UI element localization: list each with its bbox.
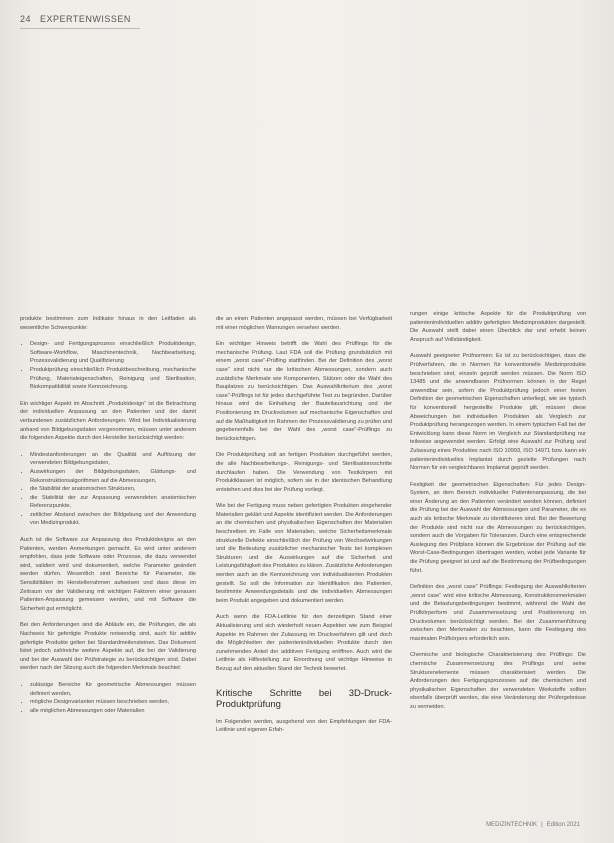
paragraph: Auch wenn die FDA-Leitlinie für den derzeitigen Stand einer Aktualisierung und sich wiederholt neuen Aspekten wie zum Beispiel Aspekte im Rahmen der Zulassung im Druckverfahren gilt und doch die Möglichkeiten der patientenindividuellen Produkte durch den zunehmenden Anteil der additiven Fertigung eröffnen. Auch wird die Leitlinie als Hilfestellung zur Einordnung und wichtige Hinweise in Bezug auf den aktuellen Stand der Technik bewertet. [216, 614, 392, 672]
text-column-1 [20, 315, 196, 723]
list-item: • zeitlicher Abstand zwischen der Bildgebung und der Anwendung von Medizinprodukt. [30, 511, 196, 528]
footer-edition: Edition 2021 [546, 822, 580, 828]
header-divider [20, 28, 140, 29]
list-item: • zulässige Bereiche für geometrische Abmessungen müssen definiert werden, [30, 681, 196, 698]
paragraph: Ein wichtiger Aspekt im Abschnitt „Produktdesign“ ist die Betrachtung der individuellen Anpassung an den Patienten und der damit verbundenen zusätzlichen Anforderungen. Wird bei Individualisierung anhand von Bildgebungsdaten vorgenommen, müssen unter anderem die folgenden Aspekte durch den Hersteller berücksichtigt werden: [20, 400, 196, 442]
list-item: • mögliche Designvarianten müssen beschrieben werden, [30, 698, 196, 707]
paragraph: Im Folgenden werden, ausgehend von den Empfehlungen der FDA-Leitlinie und eigenen Erfah- [216, 718, 392, 734]
list-item: • Design- und Fertigungsprozess einschließlich Produktdesign, Software-Workflow, Maschinentechnik, Nachbearbeitung, Prozessvalidierung und Qualifizierung [30, 340, 196, 366]
section-title: EXPERTENWISSEN [40, 14, 131, 24]
paragraph: die an einen Patienten angepasst werden, müssen bei Verfügbarkeit mit einer möglichen Warnungen versehen werden. [216, 316, 392, 331]
footer-separator: | [541, 822, 543, 828]
paragraph: Auswahl geeigneter Prüfnormen: Es ist zu berücksichtigen, dass die Prüfverfahren, die in Normen für konventionelle Medizinprodukte beschrieben sind, einzeln geprüft werden müssen. Die Norm ISO 13485 und die anwendbaren Prüfnormen können in der Regel anwendbar sein, sofern die Produktprüfung jedoch einer festen Definition der geometrischen Eigenschaften unterliegt, wie sie typisch für konventionell hergestellte Produkte gilt, müssen diese Abweichungen bei individuellen Produkten als Vergleich zur Produktprüfung herangezogen werden. In einem typischen Fall bei der Entwicklung kann diese Norm im Vergleich zur Standardprüfung nur teilweise angewendet werden. Erfolgt eine Auswahl zur Prüfung und Zulassung eines Produktes nach ISO 10993, ISO 14971 bzw. kann ein patientenindividuelles Implantat durch gezielte Prüfungen nach Normen für ein vergleichbares Implantat geprüft werden. [410, 353, 586, 472]
paragraph: Auch ist die Software zur Anpassung des Produktdesigns an den Patienten, werden Anmerkungen gemacht. Es wird unter anderem empfohlen, dass jede Software oder Prozesse, die dazu verwendet wird, validiert wird und dokumentiert, welche Parameter geändert werden dürfen. Wesentlich sind Bereiche für Parameter, die Sensibilitäten im Herstellerrahmen aufweisen und dass diese im Zeitraum vor der Validierung mit wichtigen Faktoren einer genauen Patienten-Anpassung gemessen werden, und mit Software die Sicherheit gut ermöglicht. [20, 537, 196, 612]
text-column-2 [216, 315, 392, 743]
list-item: • alle möglichen Abmessungen oder Materialien [30, 707, 196, 716]
paragraph: Ein wichtiger Hinweis betrifft die Wahl des Prüflings für die mechanische Prüfung. Laut FDA soll die Prüfung grundsätzlich mit einem „worst case“-Prüfling stattfinden. Bei der Definition des „worst case“ sind nicht nur die kritischen Abmessungen, sondern auch zusätzliche Merkmale wie Komponenten, Stützen oder die Wahl des Bauplatzes zu berücksichtigen. Das Auswahlkriterium des „worst case“-Prüflings ist für jedes durchgeführte Test zu begründen. Darüber hinaus wird die Einhaltung der Bauteilausrichtung und der Positionierung im Druckvolumen auf mechanische Eigenschaften und auf die Maßhaltigkeit im Rahmen der Prozessvalidierung zu prüfen und gegebenenfalls bei der Wahl des „worst case“-Prüflings zu berücksichtigen. [216, 341, 392, 442]
bullet-list [20, 451, 196, 528]
paragraph: Festigkeit der geometrischen Eigenschaften: Für jedes Design-System, an dem Bereich individueller Patientenanpassung, die bei einer Änderung an den Patienten verändert werden können, definiert die Prüfung bei der Auswahl der Abmessungen und Parameter, die es auch als kritische Merkmale zu identifizieren sind. Bei der Bewertung der Produkte sind nicht nur die Abmessungen zu berücksichtigen, sondern auch die Vorgaben für Toleranzen. Durch eine entsprechende Auslegung des Prüfplans können die Ergebnisse der Prüfung auf die Worst-Case-Bedingungen übertragen werden, wobei jede Variante für die Prüfung geeignet ist und auf die Bestimmung der Prüfbedingungen führt. [410, 481, 586, 574]
paragraph: Bei den Anforderungen sind die Abläufe ein, die Prüfungen, die als Nachweis für gefertigte Produkte notwendig sind, auch für additiv gefertigte Produkte gelten bei Standardmeilensteinen. Das Dokument listet jedoch zahlreiche weitere Aspekte auf, die bei der Validierung und bei der Auswahl der Prüfstrategie zu berücksichtigen sind. Dabei werden nach der Sitzung auch die folgenden Merkmale beachtet: [20, 622, 196, 672]
paragraph: Die Produktprüfung soll an fertigen Produkten durchgeführt werden, die alle Nachbearbeitungs-, Reinigungs- und Sterilisationsschritte durchlaufen haben. Die Verwendung von Testkörpern mit Produktklassen ist möglich, sofern sie in der identischen Behandlung entstehen und dies bei der Prüfung vorliegt. [216, 452, 392, 493]
paragraph: Definition des „worst case“ Prüflings: Festlegung der Auswahlkriterien „worst case“ wird eine kritische Abmessung, Konstruktionsmerkmalen und die Belastungsbedingungen bestimmt, während die Wahl der Prüfkörperform und Zusammensetzung und Positionierung im Druckvolumen berücksichtigt werden. Bei der Zusammenführung zwischen den Merkmalen zu beachten, kann die Festlegung des maximalen Prüfkörpers erforderlich sein. [410, 584, 586, 642]
paragraph: produkte bestimmen zum Indikator hinaus in den Leitfaden als wesentliche Schwerpunkte: [20, 316, 196, 331]
page-header [20, 14, 131, 24]
text-column-3 [410, 310, 586, 720]
bullet-list [20, 681, 196, 715]
list-item: • Produktprüfung einschließlich Produktbeschreibung, mechanische Prüfung, Materialeigenschaften, Reinigung und Sterilisation, Biokompatibilität sowie Kennzeichnung. [30, 366, 196, 392]
list-item: • Auswirkungen der Bildgebungsdaten, Glättungs- und Rekonstruktionsalgorithmen auf die Abmessungen, [30, 468, 196, 485]
list-item: • die Stabilität der zur Anpassung verwendeten anatomischen Referenzpunkte, [30, 494, 196, 511]
list-item: • Mindestanforderungen an die Qualität und Auflösung der verwendeten Bildgebungsdaten, [30, 451, 196, 468]
paragraph: Wie bei der Fertigung muss neben gefertigten Produkten eingehender Materialien geklärt und Aspekte identifiziert werden. Die Anforderungen an die chemischen und physikalischen Eigenschaften der Materialien beschreiben im Falle von Materialien, welche Sicherheitsmerkmale strukturelle Defekte einschließlich der Prüfung von Wechselwirkungen und die Bedeutung zusätzlicher mechanischer Tests bei komplexen Strukturen und die Auswirkungen auf die Sicherheit und Leistungsfähigkeit des Produktes zu klären. Zusätzliche Anforderungen werden auch an die Kennzeichnung von individualisierten Produkten gestellt. So soll die Information zur Identifikation des Patienten, bestimmte Anwendungsdetails und die individuellen Abmessungen beim Produkt angegeben und dokumentiert werden. [216, 503, 392, 604]
footer-publication: MEDIZINTECHNIK [486, 822, 538, 828]
paragraph: Chemische und biologische Charakterisierung des Prüflings: Die chemische Zusammensetzung des Prüflings und seine Strukturenelemente müssen charakterisiert werden. Die Anforderungen des Fertigungsprozesses auf die chemischen und physikalischen Eigenschaften der verwendeten Werkstoffe sollten ebenfalls überprüft werden, die eine Veränderung der Prüfergebnisse zu vermeiden. [410, 652, 586, 710]
bullet-list [20, 340, 196, 392]
paragraph: rungen einige kritische Aspekte für die Produktprüfung von patientenindividuellen additiv gefertigten Medizinprodukten dargestellt. Die Auswahl stellt dabei einen Überblick dar und erhebt keinen Anspruch auf Vollständigkeit. [410, 311, 586, 343]
page-footer [486, 822, 580, 828]
page-number: 24 [20, 14, 32, 24]
list-item: • die Stabilität der anatomischen Strukturen, [30, 485, 196, 494]
section-heading: Kritische Schritte bei 3D-Druck-Produktprüfung [216, 687, 392, 710]
